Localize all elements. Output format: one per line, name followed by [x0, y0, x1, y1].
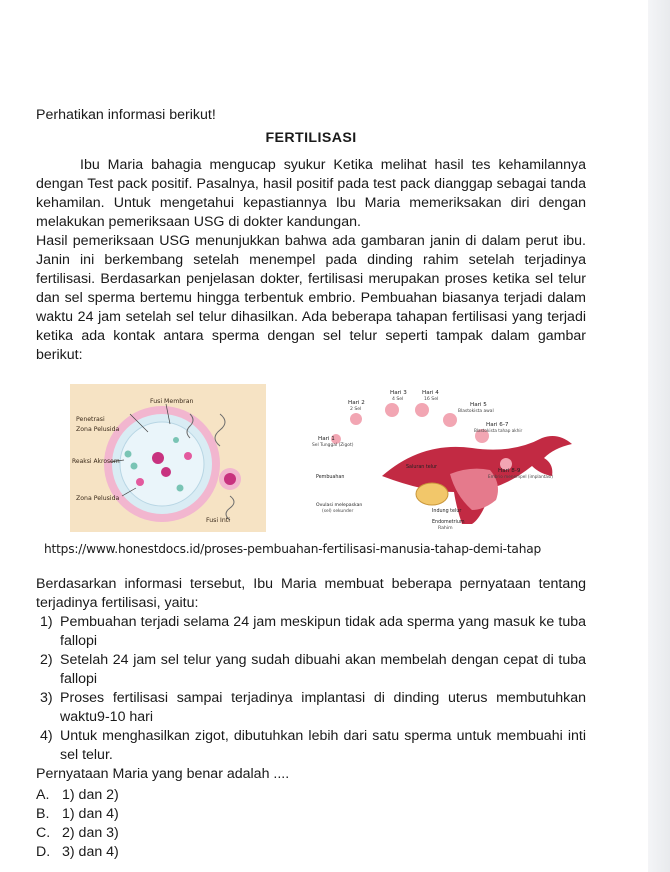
- list-item: [36, 613, 586, 651]
- paragraph-1: Ibu Maria bahagia mengucap syukur Ketika melihat hasil tes kehamilannya dengan Test pack positif. Pasalnya, hasil positif pada test pack dianggap sebagai tanda kehamilan. Untuk mengetahui kepastiannya Ibu Maria memeriksakan diri dengan melakukan pemeriksaan USG di dokter kandungan.: [36, 157, 586, 230]
- page-title: FERTILISASI: [265, 130, 357, 146]
- label-day5: Hari 5: [470, 402, 487, 408]
- label-day3-sub: 4 Sel: [392, 397, 404, 402]
- statement-list: [36, 613, 586, 765]
- label-acrosome-reaction: Reaksi Akrosom: [72, 458, 120, 465]
- label-membrane-fusion: Fusi Membran: [150, 398, 194, 405]
- paragraph-3: Berdasarkan informasi tersebut, Ibu Maria membuat beberapa pernyataan tentang terjadinya fertilisasi, yaitu:: [36, 576, 586, 611]
- choice-text: 2) dan 3): [62, 825, 119, 841]
- choice-a[interactable]: [36, 786, 586, 805]
- label-day4: Hari 4: [422, 390, 439, 396]
- choice-text: 3) dan 4): [62, 844, 119, 860]
- list-item: [36, 727, 586, 765]
- label-penetration: Penetrasi: [76, 416, 105, 423]
- source-link[interactable]: https://www.honestdocs.id/proses-pembuahan-fertilisasi-manusia-tahap-demi-tahap: [44, 542, 542, 556]
- label-day6-7: Hari 6-7: [486, 422, 509, 428]
- label-day2-sub: 2 Sel: [350, 407, 362, 412]
- choice-letter: D.: [36, 844, 51, 860]
- choice-b[interactable]: [36, 805, 586, 824]
- statement-number: 2): [40, 652, 53, 668]
- question-prompt: Pernyataan Maria yang benar adalah ....: [36, 766, 290, 782]
- label-ovulation: Ovulasi melepaskan: [316, 503, 363, 508]
- label-fertilization: Pembuahan: [316, 475, 345, 480]
- label-uterus: Rahim: [438, 526, 453, 531]
- fertilization-figure: [36, 384, 586, 532]
- label-ovary: Indung telur: [432, 509, 462, 514]
- list-item: [36, 689, 586, 727]
- answer-choices: [36, 786, 586, 862]
- label-day5-sub: Blastokista awal: [458, 409, 494, 414]
- label-day1: Hari 1: [318, 436, 335, 442]
- sperm-penetration-illustration: [70, 384, 266, 532]
- choice-c[interactable]: [36, 824, 586, 843]
- label-nucleus-fusion: Fusi Inti: [206, 517, 230, 524]
- choice-d[interactable]: [36, 843, 586, 862]
- label-day1-sub: Sel Tunggal (Zigot): [312, 443, 354, 448]
- list-item: [36, 651, 586, 689]
- choice-letter: B.: [36, 806, 50, 822]
- choice-text: 1) dan 4): [62, 806, 119, 822]
- label-day6-7-sub: Blastokista tahap akhir: [474, 428, 523, 433]
- statement-text: Setelah 24 jam sel telur yang sudah dibuahi akan membelah dengan cepat di tuba fallopi: [60, 652, 586, 687]
- choice-letter: C.: [36, 825, 51, 841]
- label-zona-pellucida-top: Zona Pelusida: [76, 426, 120, 433]
- statement-text: Untuk menghasilkan zigot, dibutuhkan lebih dari satu sperma untuk membuahi inti sel telur.: [60, 728, 586, 763]
- statement-number: 1): [40, 614, 53, 630]
- label-day3: Hari 3: [390, 390, 407, 396]
- scrollbar-track[interactable]: [648, 0, 670, 872]
- label-day8-9: Hari 8-9: [498, 468, 521, 474]
- intro-text: Perhatikan informasi berikut!: [36, 107, 216, 123]
- paragraph-2: Hasil pemeriksaan USG menunjukkan bahwa ada gambaran janin di dalam perut ibu. Janin ini berkembang setelah menempel pada dinding rahim setelah terjadinya fertilisasi. Berdasarkan penjelasan dokter, fertilisasi merupakan proses ketika sel telur dan sel sperma bertemu hingga terbentuk embrio. Pembuahan biasanya terjadi dalam waktu 24 jam setelah sel telur dihasilkan. Ada beberapa tahapan fertilisasi yang terjadi ketika ada kontak antara sperma dengan sel telur seperti tampak dalam gambar berikut:: [36, 233, 586, 363]
- label-day8-9-sub: Embrio menempel (implantasi): [488, 474, 553, 479]
- label-ovulation-sub: (sel) sekunder: [322, 509, 354, 514]
- question-card: [36, 106, 586, 862]
- statement-text: Proses fertilisasi sampai terjadinya implantasi di dinding uterus membutuhkan waktu9-10 hari: [60, 690, 586, 725]
- label-endometrium: Endometrium: [432, 520, 465, 525]
- uterus-stages-illustration: [282, 384, 582, 532]
- label-day4-sub: 16 Sel: [424, 397, 439, 402]
- label-day2: Hari 2: [348, 400, 365, 406]
- choice-text: 1) dan 2): [62, 787, 119, 803]
- choice-letter: A.: [36, 787, 50, 803]
- label-zona-pellucida-bottom: Zona Pelusida: [76, 495, 120, 502]
- statement-text: Pembuahan terjadi selama 24 jam meskipun tidak ada sperma yang masuk ke tuba fallopi: [60, 614, 586, 649]
- statement-number: 4): [40, 728, 53, 744]
- statement-number: 3): [40, 690, 53, 706]
- label-fallopian-tube: Saluran telur: [406, 465, 438, 470]
